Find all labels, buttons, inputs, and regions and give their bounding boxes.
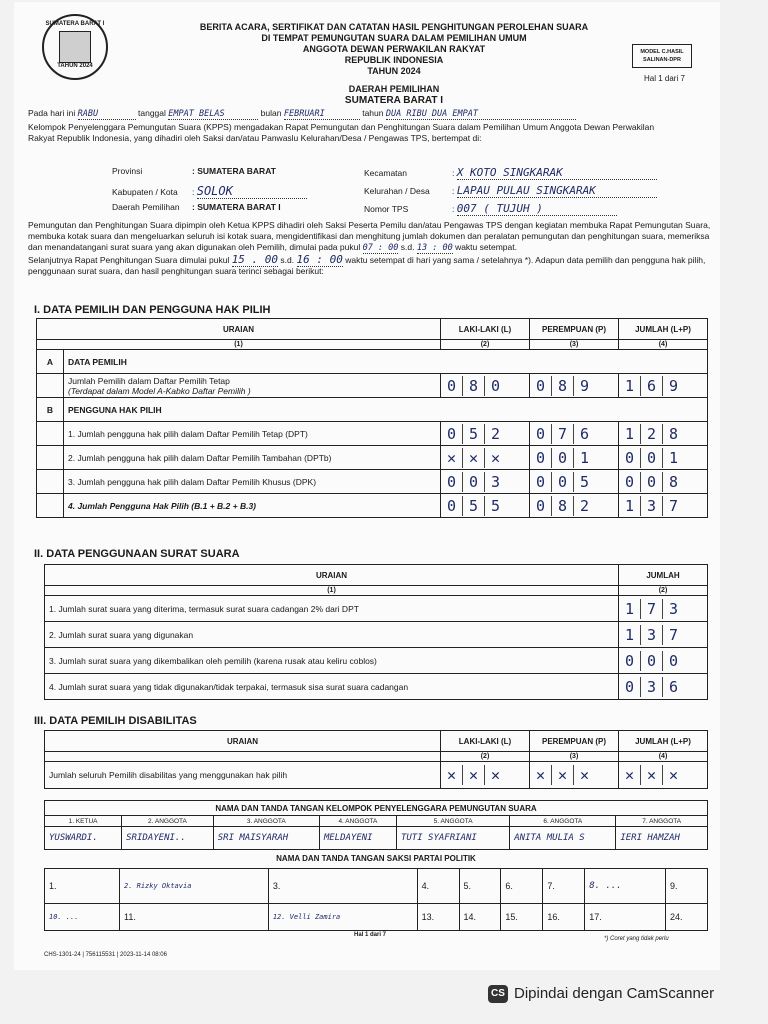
signature-anggota-7: IERI HAMZAH [616, 827, 708, 850]
table-row: 3. Jumlah surat suara yang dikembalikan oleh pemilih (karena rusak atau keliru coblos) 0 0 0 [45, 648, 708, 674]
document-header [164, 22, 624, 106]
table-surat-suara: URAIAN JUMLAH (1) (2) 1. Jumlah surat suara yang diterima, termasuk surat suara cadangan 2% dari DPT 1 7 3 2. Jumlah surat suara yang digunakan 1 3 7 3. Jumlah surat suara yang dikembalikan oleh pemilih (karena rusak atau keliru coblos) 0 0 0 4. Jumlah surat suara yang tidak digunakan/tidak terpakai, termasuk sisa surat suara cadangan 0 3 6 [44, 564, 708, 700]
signature-anggota-2: SRIDAYENI.. [122, 827, 214, 850]
header-line-5: TAHUN 2024 [367, 66, 421, 76]
camscanner-logo-icon: CS [488, 985, 508, 1003]
kecamatan-value: X KOTO SINGKARAK [457, 166, 657, 180]
kelurahan-value: LAPAU PULAU SINGKARAK [457, 184, 657, 198]
garuda-emblem-icon [59, 31, 91, 63]
section-2-title: II. DATA PENGGUNAAN SURAT SUARA [34, 548, 240, 560]
table-data-pemilih: URAIAN LAKI-LAKI (L) PEREMPUAN (P) JUMLAH (L+P) (1) (2) (3) (4) A DATA PEMILIH Jumlah Pemilih dalam Daftar Pemilih Tetap (Terdapat dalam Model A-Kabko Daftar Pemilih ) 0 8 0 0 8 9 1 6 9 B PENGGUNA HAK PILIH 1. Jumlah pengguna hak pilih dalam Daftar Pemilih Tetap (DPT) 0 5 2 0 7 6 1 2 8 2. Jumlah pengguna hak pilih dalam Daftar Pemilih Tambahan (DPTb) ✕ ✕ ✕ 0 0 1 0 0 1 3. Jumlah pengguna hak pilih dalam Daftar Pemilih Khusus (DPK) 0 0 3 0 0 5 0 0 8 4. Jumlah Pengguna Hak Pilih (B.1 + B.2 + B.3) 0 5 5 0 8 2 1 3 7 [36, 318, 708, 518]
tps-value: 007 ( TUJUH ) [457, 202, 617, 216]
start-time-2: 15 . 00 [231, 253, 279, 266]
table-row: Jumlah seluruh Pemilih disabilitas yang menggunakan hak pilih ✕ ✕ ✕ ✕ ✕ ✕ ✕ ✕ ✕ [45, 762, 708, 789]
location-right: Kecamatan : X KOTO SINGKARAK Kelurahan / Desa : LAPAU PULAU SINGKARAK Nomor TPS : 007 ( TUJUH ) [364, 166, 657, 220]
saksi-title: NAMA DAN TANDA TANGAN SAKSI PARTAI POLITIK [276, 854, 476, 863]
daerah-value: SUMATERA BARAT I [344, 95, 444, 106]
camscanner-watermark: CS Dipindai dengan CamScanner [488, 985, 714, 1003]
signature-anggota-4: MELDAYENI [319, 827, 396, 850]
footer-page: Hal 1 dari 7 [354, 932, 387, 938]
section-3-title: III. DATA PEMILIH DISABILITAS [34, 715, 197, 727]
saksi-table: 1. 2. Rizky Oktavia 3. 4. 5. 6. 7. 8. ... 9. 10. ... 11. 12. Velli Zamira 13. 14. 15. 16. 17. 24. [44, 868, 708, 931]
procedure-paragraph: Pemungutan dan Penghitungan Suara dipimpin oleh Ketua KPPS dihadiri oleh Saksi Peserta Pemilu dan/atau Pengawas TPS dengan kegiatan membuka Rapat Pemungutan Suara, membuka kotak suara dan mengeluarkan seluruh isi kotak suara, mengidentifikasi dan menghitung jumlah dokumen dan peralatan pemungutan dan penghitungan suara, memeriksa dan menandatangani surat suara yang akan digunakan oleh Pemilih, dimulai pada pukul 07 : 00 s.d. 13 : 00 waktu setempat. Selanjutnya Rapat Penghitungan Suara dimulai pukul 15 . 00 s.d. 16 : 00 waktu setempat di hari yang sama / setelahnya *). Adapun data pemilih dan pengguna hak pilih, penggunaan surat suara, dan hasil penghitungan suara terinci sebagai berikut: [28, 220, 711, 276]
table-disabilitas: URAIAN LAKI-LAKI (L) PEREMPUAN (P) JUMLAH (L+P) (2) (3) (4) Jumlah seluruh Pemilih disabilitas yang menggunakan hak pilih ✕ ✕ ✕ ✕ ✕ ✕ ✕ ✕ ✕ [44, 730, 708, 789]
tanggal-value: EMPAT BELAS [168, 109, 258, 120]
signature-anggota-5: TUTI SYAFRIANI [396, 827, 509, 850]
table-row: 3. Jumlah pengguna hak pilih dalam Daftar Pemilih Khusus (DPK) 0 0 3 0 0 5 0 0 8 [37, 470, 708, 494]
header-line-3: ANGGOTA DEWAN PERWAKILAN RAKYAT [302, 44, 486, 54]
table-row: Jumlah Pemilih dalam Daftar Pemilih Tetap (Terdapat dalam Model A-Kabko Daftar Pemilih ) 0 8 0 0 8 9 1 6 9 [37, 374, 708, 398]
signature-ketua: YUSWARDI. [45, 827, 122, 850]
intro-text: Kelompok Penyelenggara Pemungutan Suara (KPPS) mengadakan Rapat Pemungutan dan Penghitungan Suara dalam Pemilihan Umum Anggota Dewan Perwakilan Rakyat Republik Indonesia, yang dihadiri oleh Saksi dan/atau Panwaslu Kelurahan/Desa / Pengawas TPS, bertempat di: [28, 122, 655, 143]
header-line-1: BERITA ACARA, SERTIFIKAT DAN CATATAN HASIL PENGHITUNGAN PEROLEHAN SUARA [199, 22, 589, 32]
header-line-4: REPUBLIK INDONESIA [344, 55, 444, 65]
intro-line: Pada hari ini RABU tanggal EMPAT BELAS bulan FEBRUARI tahun DUA RIBU DUA EMPAT [28, 108, 718, 120]
tahun-value: DUA RIBU DUA EMPAT [386, 109, 576, 120]
bulan-value: FEBRUARI [284, 109, 360, 120]
table-row: 4. Jumlah Pengguna Hak Pilih (B.1 + B.2 + B.3) 0 5 5 0 8 2 1 3 7 [37, 494, 708, 518]
end-time-1: 13 : 00 [416, 243, 453, 253]
signature-table: NAMA DAN TANDA TANGAN KELOMPOK PENYELENGGARA PEMUNGUTAN SUARA 1. KETUA 2. ANGGOTA 3. ANGGOTA 4. ANGGOTA 5. ANGGOTA 6. ANGGOTA 7. ANGGOTA YUSWARDI. SRIDAYENI.. SRI MAISYARAH MELDAYENI TUTI SYAFRIANI ANITA MULIA S IERI HAMZAH [44, 800, 708, 850]
table-row: 4. Jumlah surat suara yang tidak digunakan/tidak terpakai, termasuk sisa surat suara cadangan 0 3 6 [45, 674, 708, 700]
table-row: 2. Jumlah pengguna hak pilih dalam Daftar Pemilih Tambahan (DPTb) ✕ ✕ ✕ 0 0 1 0 0 1 [37, 446, 708, 470]
kpu-logo: SUMATERA BARAT I TAHUN 2024 [42, 14, 108, 80]
table-row: 1. Jumlah pengguna hak pilih dalam Daftar Pemilih Tetap (DPT) 0 5 2 0 7 6 1 2 8 [37, 422, 708, 446]
page-indicator: Hal 1 dari 7 [644, 74, 685, 83]
header-line-2: DI TEMPAT PEMUNGUTAN SUARA DALAM PEMILIHAN UMUM [261, 33, 527, 43]
section-1-title: I. DATA PEMILIH DAN PENGGUNA HAK PILIH [34, 304, 271, 316]
hari-value: RABU [78, 109, 136, 120]
kabupaten-value: SOLOK [197, 184, 307, 199]
table-row: 1. Jumlah surat suara yang diterima, termasuk surat suara cadangan 2% dari DPT 1 7 3 [45, 596, 708, 622]
document-page [14, 2, 720, 970]
table-row: 2. Jumlah surat suara yang digunakan 1 3 7 [45, 622, 708, 648]
model-badge: MODEL C.HASIL SALINAN-DPR [632, 44, 692, 68]
signature-anggota-3: SRI MAISYARAH [213, 827, 319, 850]
footer-note: *) Coret yang tidak perlu [604, 936, 669, 942]
start-time-1: 07 : 00 [362, 243, 399, 253]
end-time-2: 16 : 00 [296, 253, 343, 266]
signature-anggota-6: ANITA MULIA S [510, 827, 616, 850]
location-left: Provinsi : SUMATERA BARAT Kabupaten / Kota : SOLOK Daerah Pemilihan : SUMATERA BARAT I [112, 166, 307, 220]
daerah-label: DAERAH PEMILIHAN [348, 84, 440, 94]
document-code: CHS-1301-24 | 756115531 | 2023-11-14 08:06 [44, 952, 167, 958]
